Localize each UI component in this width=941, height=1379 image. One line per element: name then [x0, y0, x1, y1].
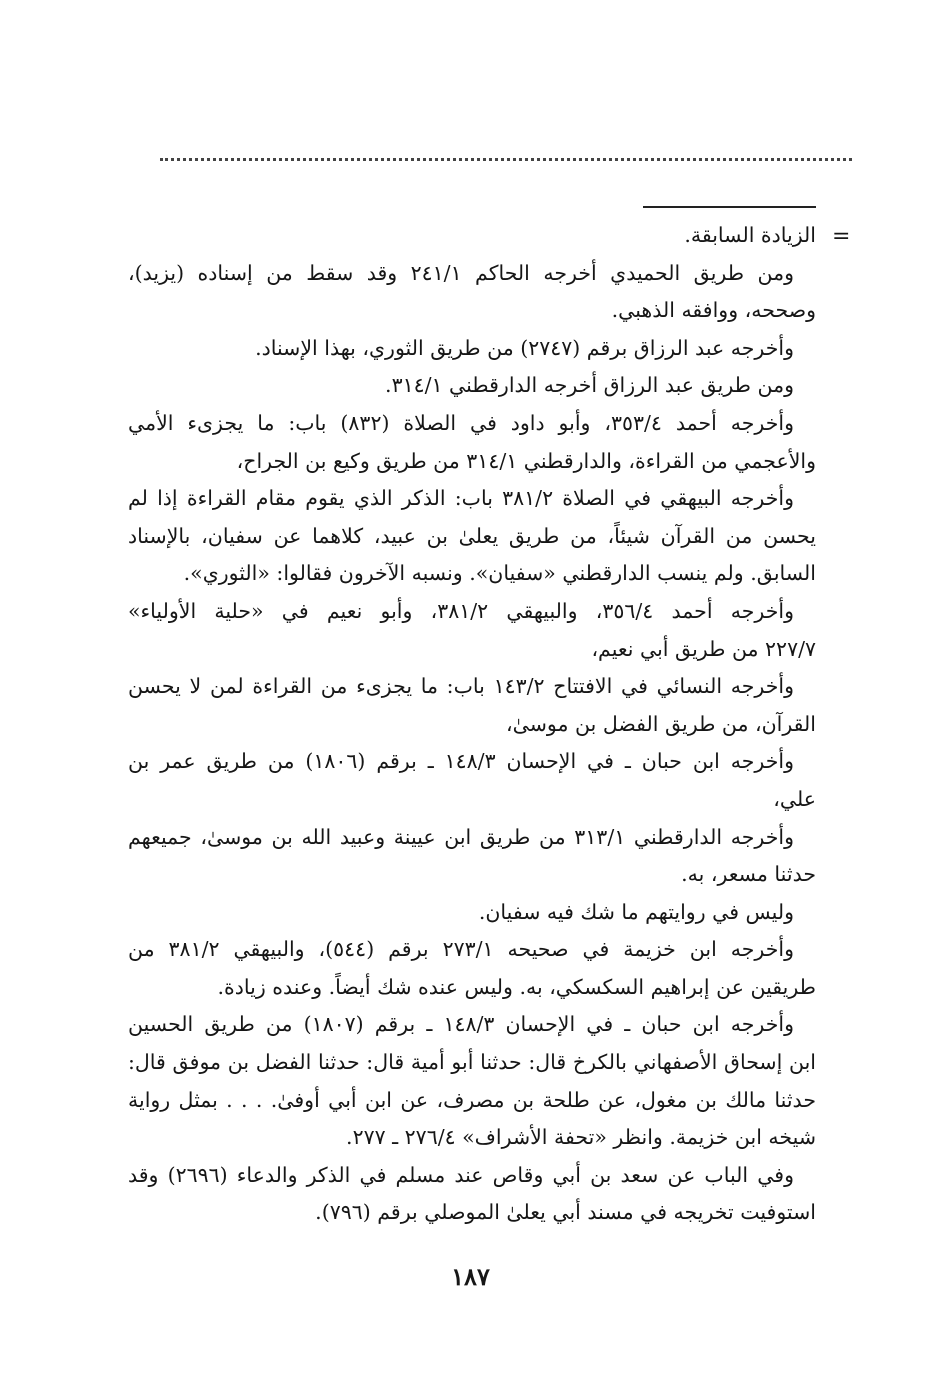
footnote-line: استوفيت تخريجه في مسند أبي يعلىٰ الموصلي برقم (٧٩٦).: [315, 1200, 816, 1225]
footnote-line: وليس في روايتهم ما شك فيه سفيان.: [478, 899, 794, 924]
footnote-line: وأخرجه أحمد ٣٥٦/٤، والبيهقي ٣٨١/٢، وأبو نعيم في «حلية الأولياء»: [128, 598, 794, 623]
footnote-line: وأخرجه ابن حبان ـ في الإحسان ١٤٨/٣ ـ برقم (١٨٠٦) من طريق عمر بن: [128, 749, 794, 774]
footnote-line: وصححه، ووافقه الذهبي.: [611, 298, 816, 323]
footnote-line: علي،: [773, 786, 816, 811]
footnote-block: [128, 217, 816, 1232]
footnote-line: القرآن، من طريق الفضل بن موسىٰ،: [506, 711, 816, 736]
footnote-line: حدثنا مسعر، به.: [681, 862, 816, 887]
footnote-line: ومن طريق الحميدي أخرجه الحاكم ٢٤١/١ وقد سقط من إسناده (يزيد)،: [128, 260, 795, 285]
footnote-line: طريقين عن إبراهيم السكسكي، به. وليس عنده شك أيضاً. وعنده زيادة.: [217, 974, 816, 999]
footnote-line: شيخه ابن خزيمة. وانظر «تحفة الأشراف» ٢٧٦/٤ ـ ٢٧٧.: [346, 1125, 816, 1150]
footnote-rule: [643, 206, 816, 208]
footnote-line: وأخرجه البيهقي في الصلاة ٣٨١/٢ باب: الذكر الذي يقوم مقام القراءة إذا لم: [128, 486, 794, 511]
footnote-line: ومن طريق عبد الرزاق أخرجه الدارقطني ٣١٤/١.: [385, 373, 794, 398]
footnote-line: وأخرجه أحمد ٣٥٣/٤، وأبو داود في الصلاة (٨٣٢) باب: ما يجزىء الأمي: [128, 410, 794, 435]
continuation-marker: =: [832, 224, 851, 249]
footnote-line: وفي الباب عن سعد بن أبي وقاص عند مسلم في الذكر والدعاء (٢٦٩٦) وقد: [128, 1162, 794, 1187]
footnote-line: وأخرجه ابن حبان ـ في الإحسان ١٤٨/٣ ـ برقم (١٨٠٧) من طريق الحسين: [128, 1012, 794, 1037]
footnote-line: السابق. ولم ينسب الدارقطني «سفيان». ونسبه الآخرون فقالوا: «الثوري».: [183, 561, 816, 586]
footnote-line: ابن إسحاق الأصفهاني بالكرخ قال: حدثنا أبو أمية قال: حدثنا الفضل بن موفق قال:: [128, 1050, 816, 1075]
footnote-line: يحسن من القرآن شيئاً، من طريق يعلىٰ بن عبيد، كلاهما عن سفيان، بالإسناد: [128, 523, 816, 548]
footnote-line: والأعجمي من القراءة، والدارقطني ٣١٤/١ من طريق وكيع بن الجراح،: [236, 448, 816, 473]
page-number: ١٨٧: [451, 1262, 490, 1291]
footnote-line: الزيادة السابقة.: [684, 223, 816, 247]
footnote-line: وأخرجه الدارقطني ٣١٣/١ من طريق ابن عيينة وعبيد الله بن موسىٰ، جميعهم: [128, 824, 795, 849]
footnote-line: وأخرجه ابن خزيمة في صحيحه ٢٧٣/١ برقم (٥٤٤)، والبيهقي ٣٨١/٢ من: [128, 937, 794, 962]
dotted-separator: [160, 158, 852, 161]
footnote-line: ٢٢٧/٧ من طريق أبي نعيم،: [591, 636, 816, 661]
footnote-line: حدثنا مالك بن مغول، عن طلحة بن مصرف، عن ابن أبي أوفىٰ. . . . بمثل رواية: [128, 1087, 816, 1112]
footnote-line: وأخرجه عبد الرزاق برقم (٢٧٤٧) من طريق الثوري، بهذا الإسناد.: [255, 335, 794, 360]
footnote-line: وأخرجه النسائي في الافتتاح ١٤٣/٢ باب: ما يجزىء من القراءة لمن لا يحسن: [128, 674, 794, 699]
